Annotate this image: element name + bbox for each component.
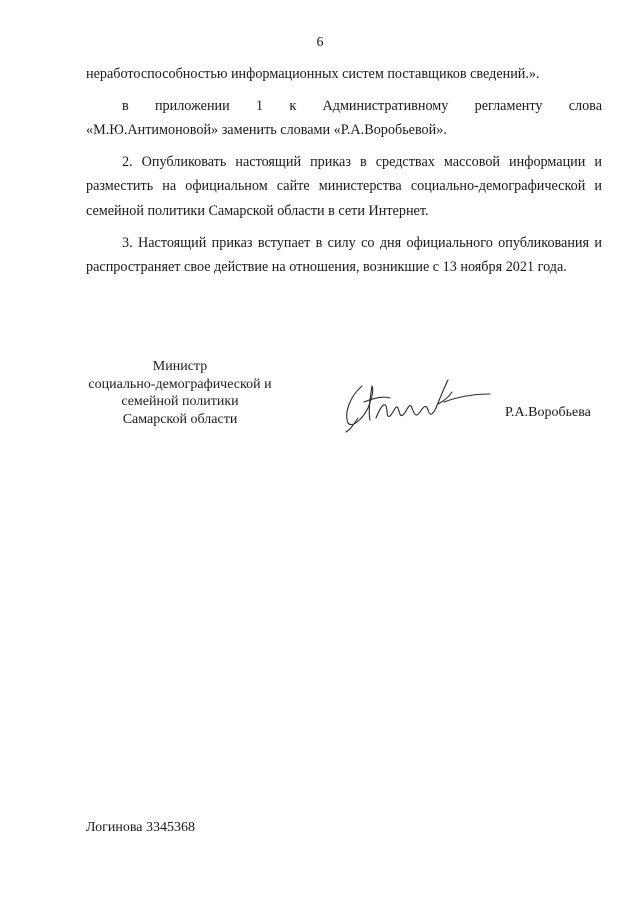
paragraph-continuation: неработоспособностью информационных систем поставщиков сведений.». bbox=[86, 66, 540, 82]
paragraph-item-3: 3. Настоящий приказ вступает в силу со дня официального опубликования и распространяет свое действие на отношения, возникшие с 13 ноября 2021 года. bbox=[86, 234, 602, 276]
signatory-title-line: социально-демографической и bbox=[88, 376, 272, 392]
paragraph-appendix-line-1: в приложении 1 к Административному регламенту слова bbox=[122, 97, 602, 114]
handwritten-signature bbox=[340, 368, 500, 438]
executor-contact: Логинова 3345368 bbox=[86, 820, 196, 835]
signatory-name: Р.А.Воробьева bbox=[505, 405, 591, 420]
page-number: 6 bbox=[316, 35, 324, 50]
signatory-title-line: семейной политики bbox=[121, 394, 239, 409]
signatory-title-line: Министр bbox=[152, 359, 208, 374]
signatory-title-line: Самарской области bbox=[122, 411, 238, 427]
signatory-title bbox=[80, 358, 280, 428]
document-body bbox=[86, 62, 602, 287]
paragraph-item-2: 2. Опубликовать настоящий приказ в средствах массовой информации и разместить на официальном сайте министерства социально-демографической и семейной политики Самарской области в сети Интернет. bbox=[86, 153, 602, 219]
paragraph-appendix-line-2: «М.Ю.Антимоновой» заменить словами «Р.А.Воробьевой». bbox=[86, 122, 447, 139]
